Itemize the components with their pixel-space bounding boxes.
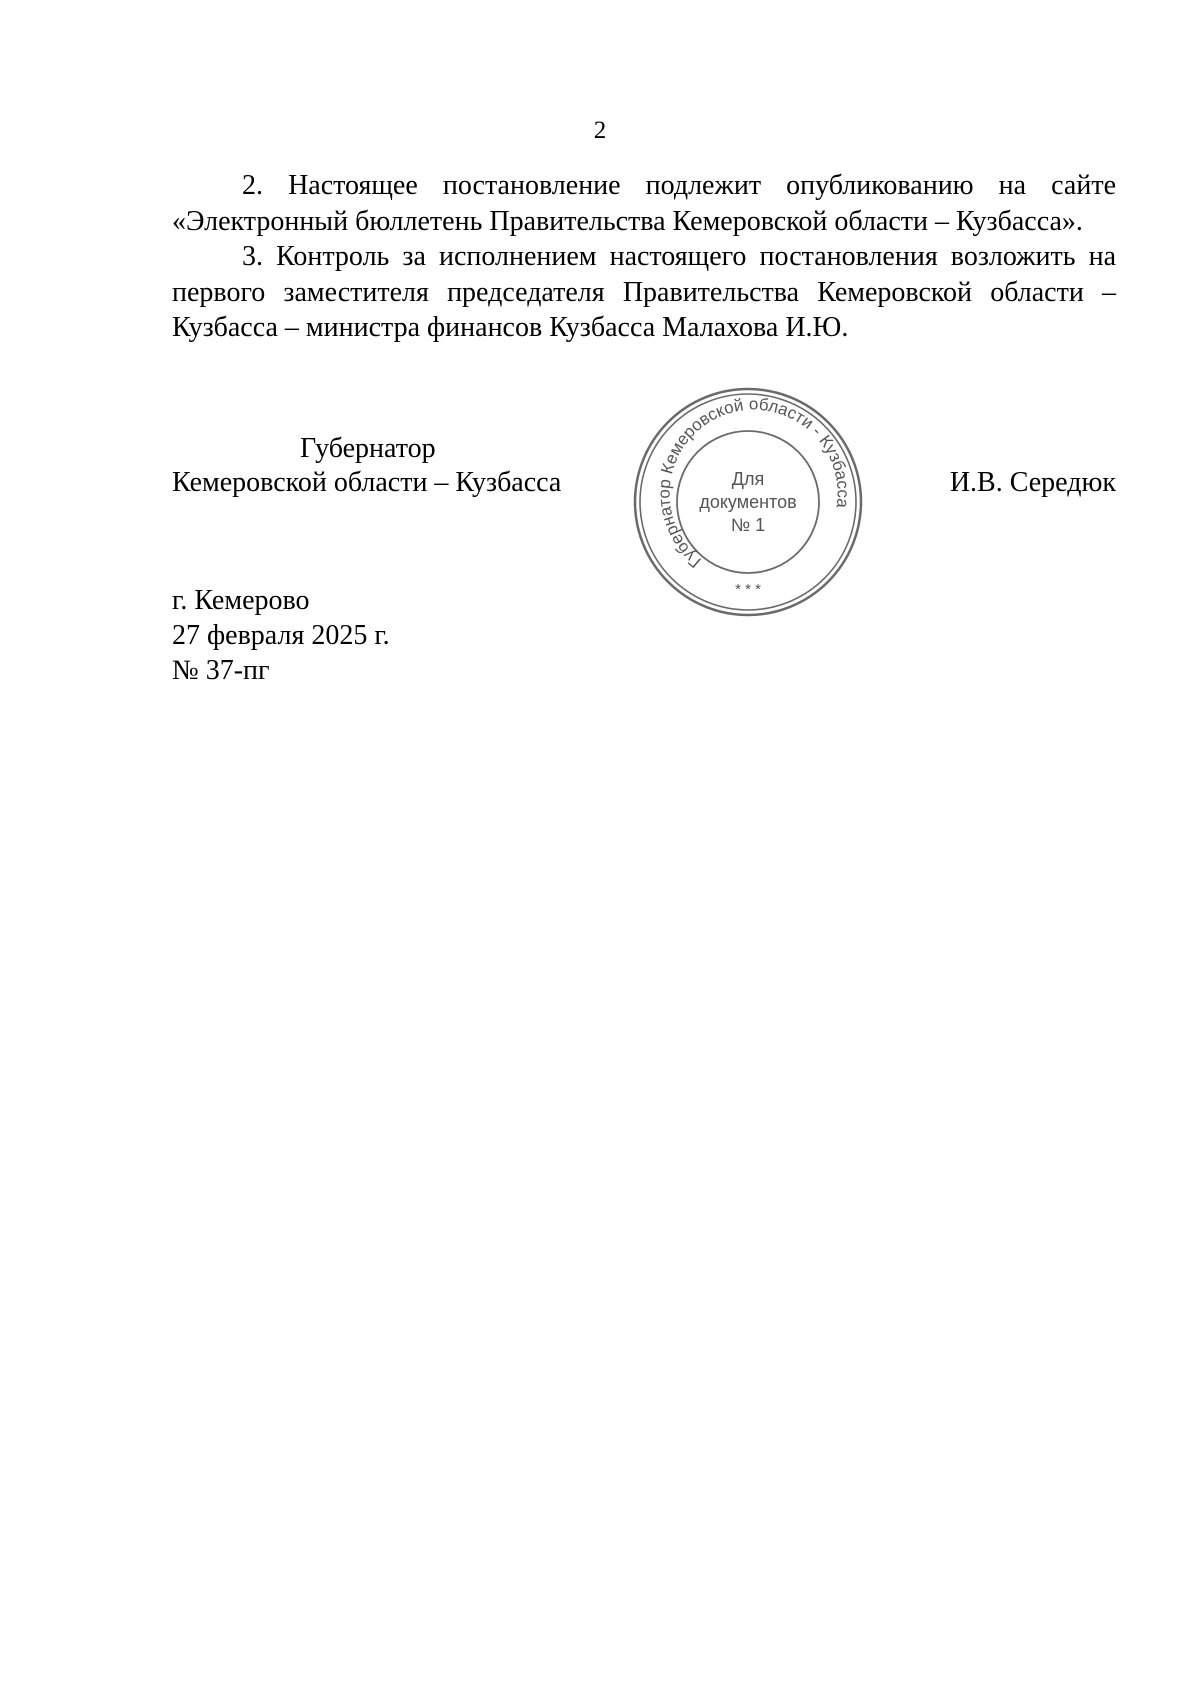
signatory-name: И.В. Середюк (949, 467, 1116, 498)
signatory-title-line1: Губернатор (300, 433, 436, 464)
official-stamp (630, 384, 866, 620)
place-date-block (172, 583, 390, 688)
paragraph-control: 3. Контроль за исполнением настоящего постановления возложить на первого заместителя председателя Правительства Кемеровской области – Кузбасса – министра финансов Кузбасса Малахова И.Ю. (172, 241, 1116, 343)
page-number: 2 (593, 117, 607, 144)
signatory-title-line2: Кемеровской области – Кузбасса (172, 467, 562, 498)
document-date: 27 февраля 2025 г. (172, 620, 390, 651)
stamp-center-line1: Для (731, 469, 765, 489)
stamp-ring-text-path: Губернатор Кемеровской области - Кузбасса (654, 394, 853, 572)
stamp-center-line2: документов (699, 492, 797, 512)
paragraph-publication: 2. Настоящее постановление подлежит опубликованию на сайте «Электронный бюллетень Правительства Кемеровской области – Кузбасса». (172, 170, 1116, 237)
stamp-center-line3: № 1 (730, 515, 766, 535)
stamp-stars: * * * (735, 581, 761, 598)
document-body (172, 168, 1116, 346)
document-city: г. Кемерово (172, 585, 310, 616)
document-number: № 37-пг (172, 655, 270, 686)
